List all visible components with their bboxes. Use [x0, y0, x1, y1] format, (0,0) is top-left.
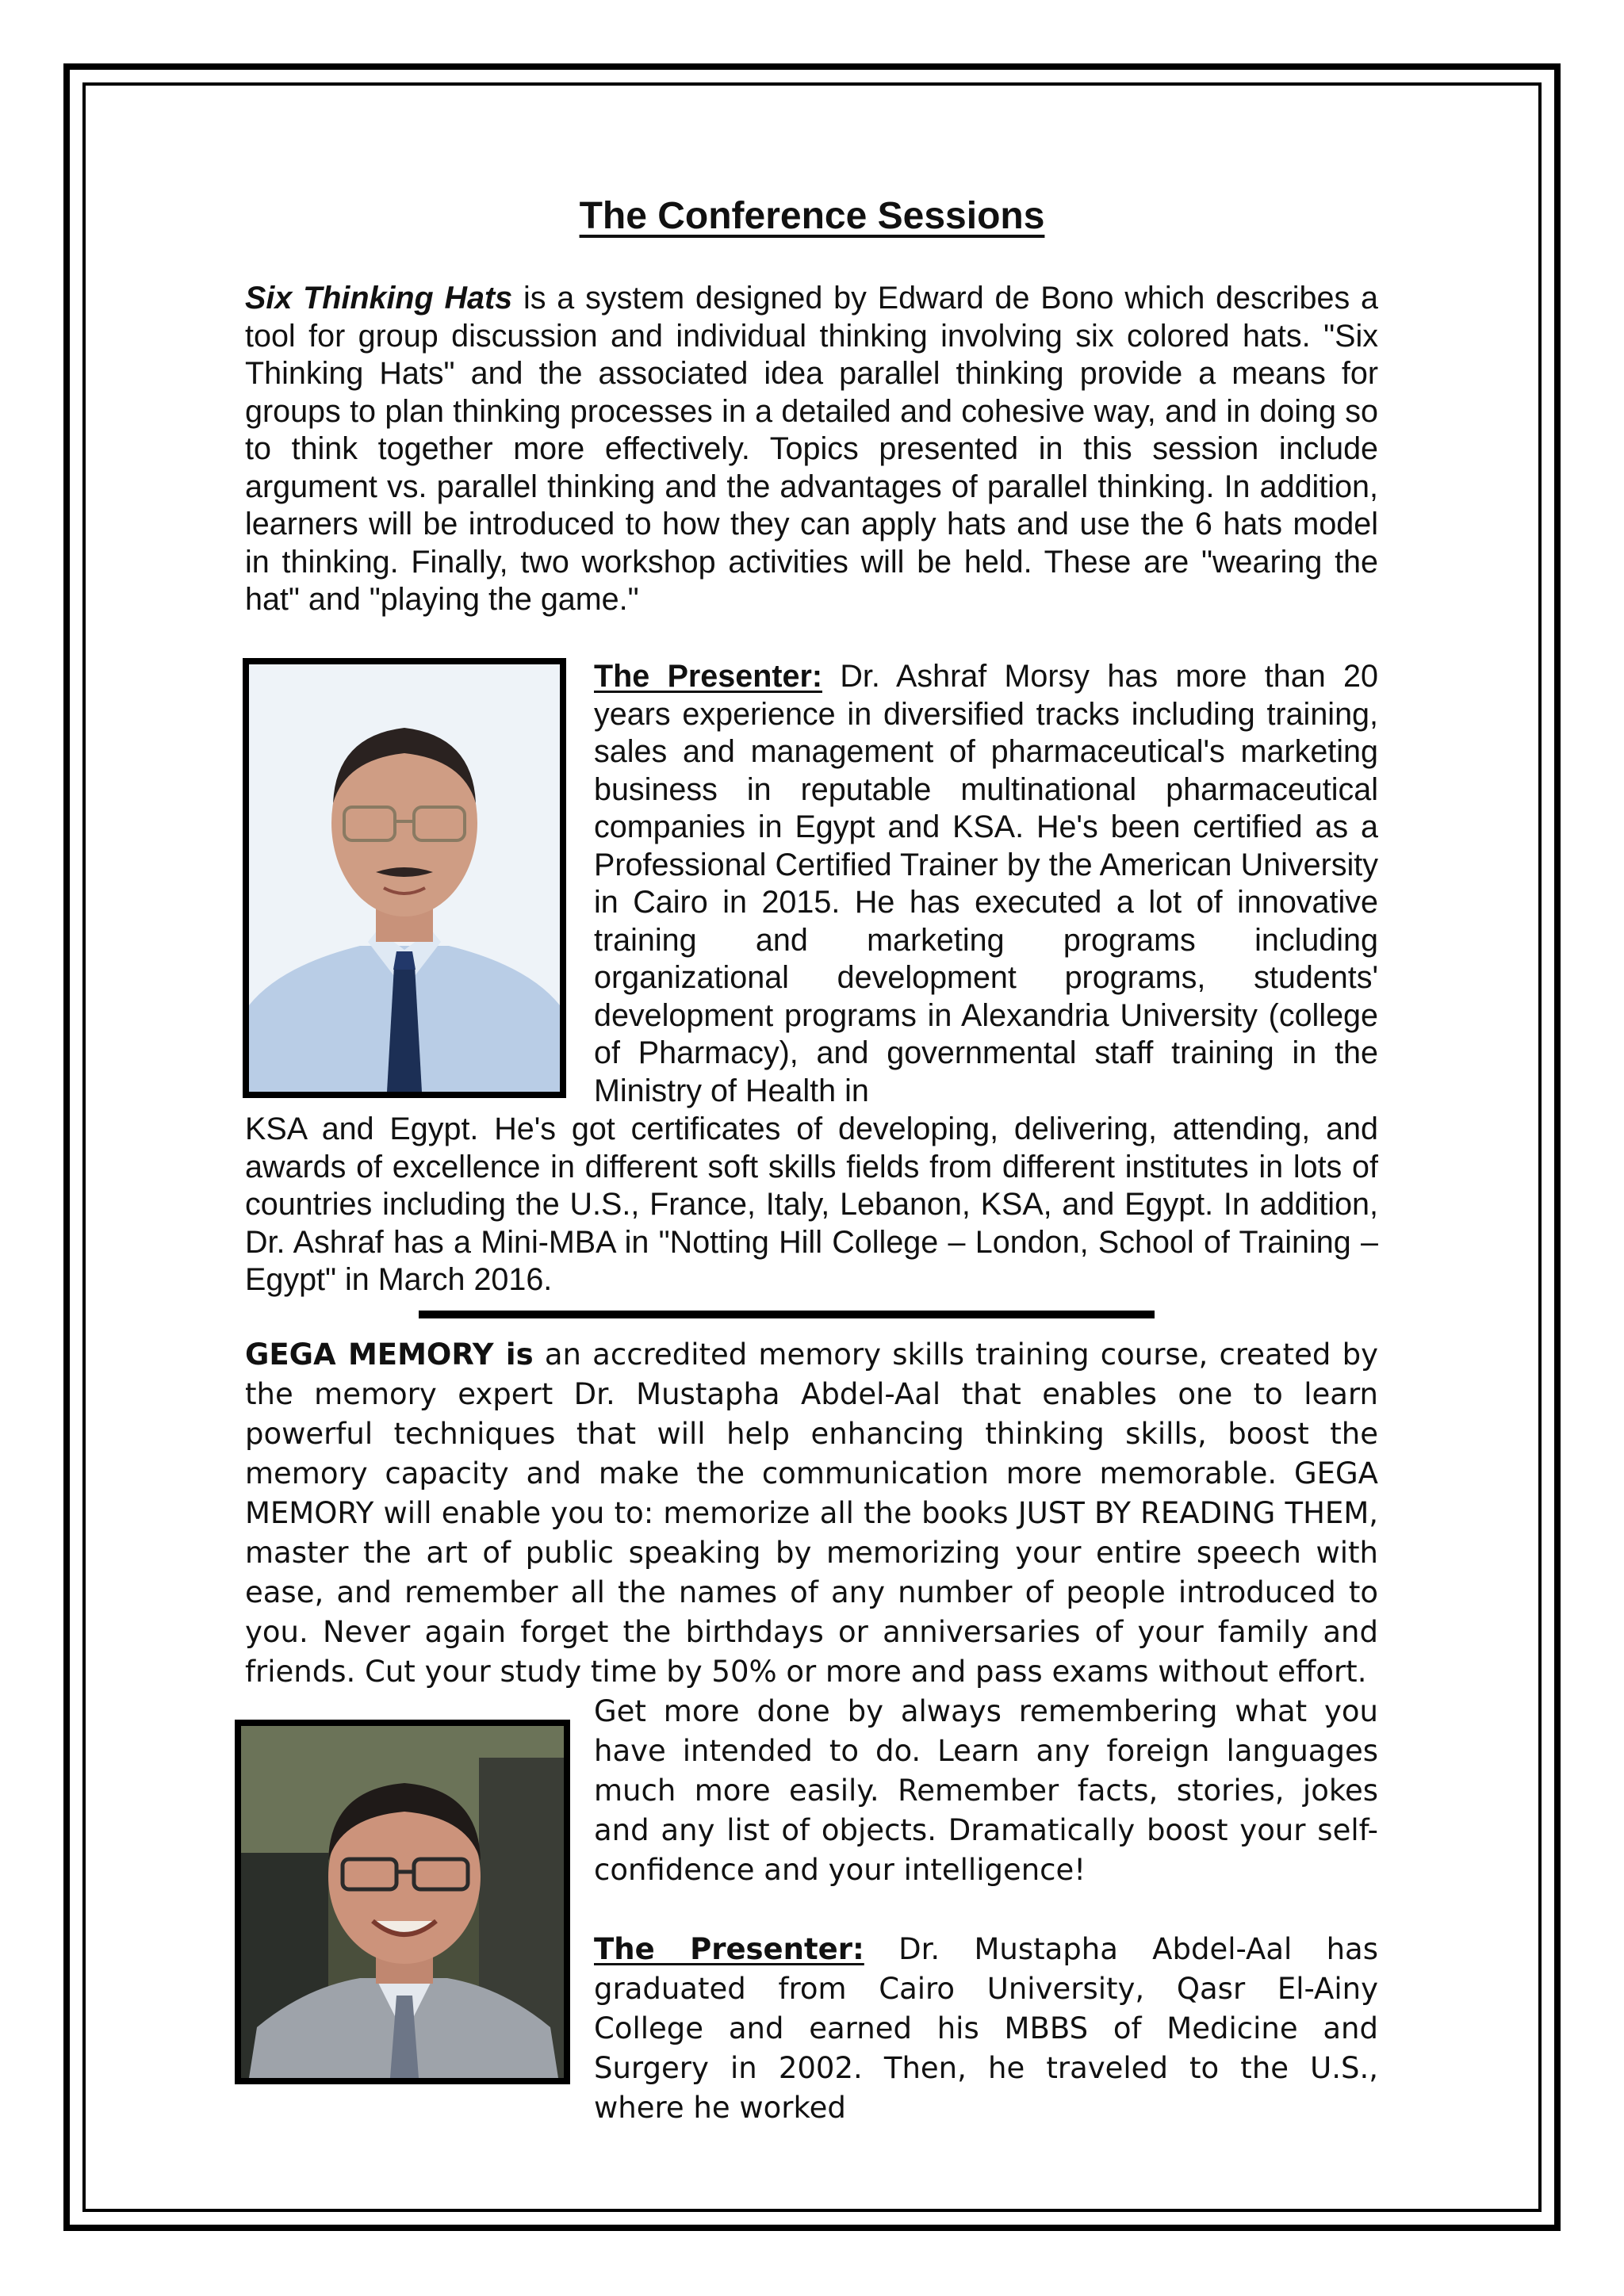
- page-title: The Conference Sessions: [579, 195, 1045, 237]
- presenter2-bio-side-text: Dr. Mustapha Abdel-Aal has graduated from Cairo University, Qasr El-Ainy College and earned his MBBS of Medicine and Surgery in 2002. Then, he traveled to the U.S., where he worked: [594, 1932, 1378, 2125]
- session2-body-side-text: Get more done by always remembering what you have intended to do. Learn any foreign languages much more easily. Remember facts, stories, jokes and any list of objects. Dramatically boost your self-confidence and your intelligence!: [594, 1694, 1378, 1887]
- presenter2-portrait-image: [241, 1726, 564, 2078]
- presenter1-bio-side-text: Dr. Ashraf Morsy has more than 20 years experience in diversified tracks including training, sales and management of pharmaceutical's marketing business in reputable multinational pharmaceutical companies in Egypt and KSA. He's been certified as a Professional Certified Trainer by the American University in Cairo in 2015. He has executed a lot of innovative training and marketing programs including organizational development programs, students' development programs in Alexandria University (college of Pharmacy), and governmental staff training in the Ministry of Health in: [594, 659, 1378, 1108]
- presenter1-bio-side: [594, 658, 1378, 1110]
- session1-description: [245, 280, 1378, 619]
- presenter1-label: The Presenter:: [594, 659, 822, 694]
- session2-body: an accredited memory skills training course, created by the memory expert Dr. Mustapha Abdel-Aal that enables one to learn powerful techniques that will help enhancing thinking skills, boost the memory capacity and make the communication more memorable. GEGA MEMORY will enable you to: memorize all the books JUST BY READING THEM, master the art of public speaking by memorizing your entire speech with ease, and remember all the names of any number of people introduced to you. Never again forget the birthdays or anniversaries of your family and friends. Cut your study time by 50% or more and pass exams without effort.: [245, 1337, 1378, 1689]
- session2-body-side: [594, 1692, 1378, 1890]
- presenter1-portrait-image: [249, 664, 560, 1092]
- presenter2-label: The Presenter:: [594, 1932, 864, 1966]
- presenter2-bio-side: [594, 1930, 1378, 2128]
- session2-description: [245, 1335, 1378, 1692]
- session2-lead: GEGA MEMORY is: [245, 1337, 534, 1372]
- session1-lead: Six Thinking Hats: [245, 281, 513, 316]
- section-divider: [419, 1311, 1155, 1318]
- presenter2-photo: [235, 1720, 570, 2084]
- presenter1-bio-rest-text: KSA and Egypt. He's got certificates of developing, delivering, attending, and awards of excellence in different soft skills fields from different institutes in lots of countries including the U.S., France, Italy, Lebanon, KSA, and Egypt. In addition, Dr. Ashraf has a Mini-MBA in "Notting Hill College – London, School of Training – Egypt" in March 2016.: [245, 1112, 1378, 1297]
- presenter1-photo: [243, 658, 566, 1098]
- session1-body: is a system designed by Edward de Bono which describes a tool for group discussion and individual thinking involving six colored hats. "Six Thinking Hats" and the associated idea parallel thinking provide a means for groups to plan thinking processes in a detailed and cohesive way, and in doing so to think together more effectively. Topics presented in this session include argument vs. parallel thinking and the advantages of parallel thinking. In addition, learners will be introduced to how they can apply hats and use the 6 hats model in thinking. Finally, two workshop activities will be held. These are "wearing the hat" and "playing the game.": [245, 281, 1378, 617]
- presenter1-bio-rest: [245, 1111, 1378, 1299]
